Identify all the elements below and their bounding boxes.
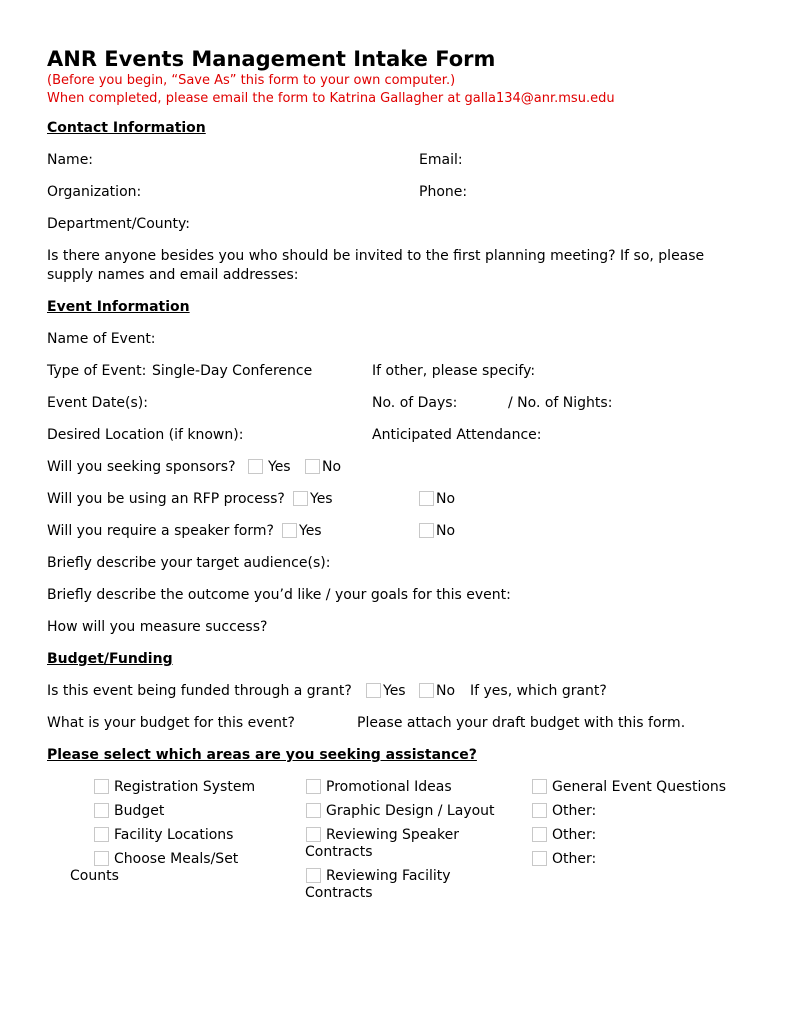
location-label: Desired Location (if known): (47, 427, 244, 443)
event-type-label: Type of Event: (47, 363, 147, 379)
attendance-label: Anticipated Attendance: (372, 427, 542, 443)
general-event-questions-checkbox[interactable] (532, 779, 547, 794)
event-heading: Event Information (47, 299, 190, 315)
which-grant-label: If yes, which grant? (470, 683, 607, 699)
invite-question-line1: Is there anyone besides you who should be invited to the first planning meeting? If so, please (47, 248, 705, 264)
budget-question: What is your budget for this event? (47, 715, 295, 731)
reviewing-facility-contracts-checkbox[interactable] (306, 868, 321, 883)
option-label: Reviewing Speaker (326, 827, 459, 843)
invite-question-line2: supply names and email addresses: (47, 267, 299, 283)
option-label: Promotional Ideas (326, 779, 452, 795)
facility-locations-checkbox[interactable] (94, 827, 109, 842)
rfp-yes-label: Yes (310, 491, 333, 507)
grant-no-label: No (436, 683, 456, 699)
option-label: Other: (552, 851, 597, 867)
speaker-no-label: No (436, 523, 456, 539)
sponsors-yes-label: Yes (268, 459, 291, 475)
save-as-note: (Before you begin, “Save As” this form to your own computer.) (47, 73, 456, 88)
nights-label: / No. of Nights: (508, 395, 613, 411)
form-title: ANR Events Management Intake Form (47, 47, 496, 71)
option-label: General Event Questions (552, 779, 727, 795)
audience-question: Briefly describe your target audience(s): (47, 555, 331, 571)
sponsors-question: Will you seeking sponsors? (47, 459, 236, 475)
choose-meals-checkbox[interactable] (94, 851, 109, 866)
success-question: How will you measure success? (47, 619, 268, 635)
option-label: Budget (114, 803, 165, 819)
reviewing-speaker-contracts-checkbox[interactable] (306, 827, 321, 842)
budget-heading: Budget/Funding (47, 651, 173, 667)
budget-checkbox[interactable] (94, 803, 109, 818)
email-instructions: When completed, please email the form to Katrina Gallagher at galla134@anr.msu.edu (47, 91, 615, 106)
rfp-yes-checkbox[interactable] (293, 491, 308, 506)
promotional-ideas-checkbox[interactable] (306, 779, 321, 794)
speaker-yes-checkbox[interactable] (282, 523, 297, 538)
graphic-design-checkbox[interactable] (306, 803, 321, 818)
sponsors-yes-checkbox[interactable] (248, 459, 263, 474)
phone-label: Phone: (419, 184, 468, 200)
outcome-question: Briefly describe the outcome you’d like / your goals for this event: (47, 587, 511, 603)
option-label: Choose Meals/Set (114, 851, 239, 867)
attach-budget-note: Please attach your draft budget with this form. (357, 715, 686, 731)
other-3-checkbox[interactable] (532, 851, 547, 866)
other-2-checkbox[interactable] (532, 827, 547, 842)
option-label: Reviewing Facility (326, 868, 451, 884)
option-label: Registration System (114, 779, 256, 795)
organization-label: Organization: (47, 184, 142, 200)
sponsors-no-checkbox[interactable] (305, 459, 320, 474)
event-dates-label: Event Date(s): (47, 395, 148, 411)
option-label: Other: (552, 803, 597, 819)
grant-yes-label: Yes (383, 683, 406, 699)
other-1-checkbox[interactable] (532, 803, 547, 818)
option-label: Graphic Design / Layout (326, 803, 495, 819)
rfp-no-label: No (436, 491, 456, 507)
speaker-question: Will you require a speaker form? (47, 523, 274, 539)
grant-no-checkbox[interactable] (419, 683, 434, 698)
option-label-continued: Contracts (305, 885, 373, 901)
option-label: Other: (552, 827, 597, 843)
option-label: Facility Locations (114, 827, 234, 843)
name-label: Name: (47, 152, 94, 168)
days-label: No. of Days: (372, 395, 458, 411)
registration-system-checkbox[interactable] (94, 779, 109, 794)
rfp-no-checkbox[interactable] (419, 491, 434, 506)
sponsors-no-label: No (322, 459, 342, 475)
other-specify-label: If other, please specify: (372, 363, 536, 379)
event-type-value[interactable]: Single-Day Conference (152, 363, 313, 379)
option-label-continued: Contracts (305, 844, 373, 860)
department-label: Department/County: (47, 216, 190, 232)
speaker-no-checkbox[interactable] (419, 523, 434, 538)
email-label: Email: (419, 152, 463, 168)
event-name-label: Name of Event: (47, 331, 156, 347)
grant-question: Is this event being funded through a grant? (47, 683, 352, 699)
contact-heading: Contact Information (47, 120, 206, 136)
option-label-continued: Counts (70, 868, 119, 884)
assistance-heading: Please select which areas are you seeking assistance? (47, 747, 477, 763)
grant-yes-checkbox[interactable] (366, 683, 381, 698)
speaker-yes-label: Yes (299, 523, 322, 539)
rfp-question: Will you be using an RFP process? (47, 491, 285, 507)
